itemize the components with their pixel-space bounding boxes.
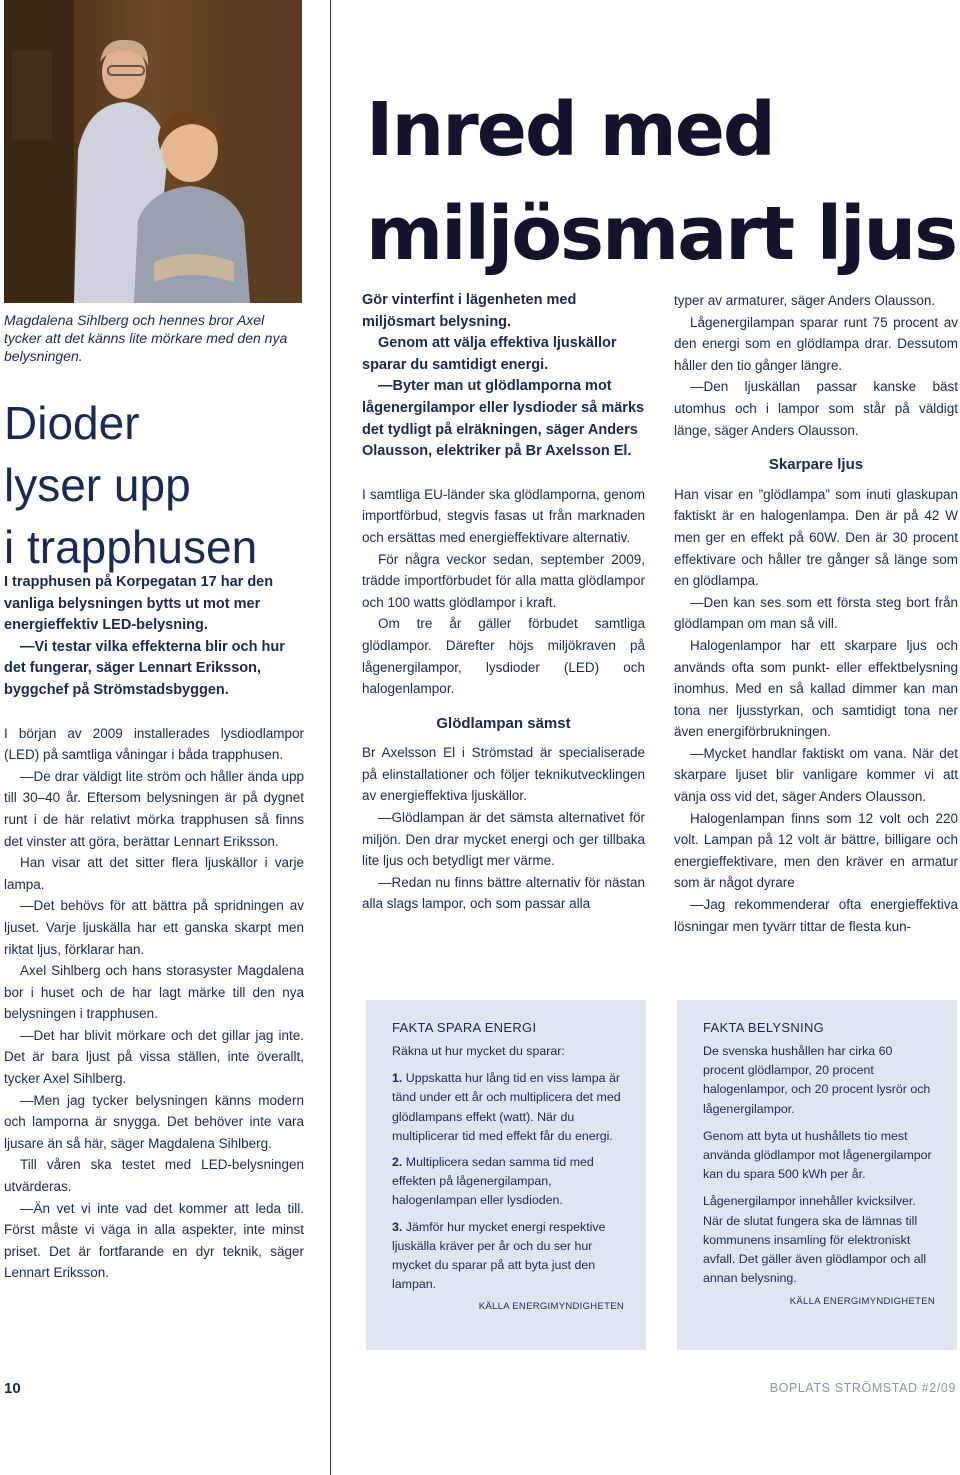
main-headline-line: miljösmart ljus: [366, 191, 957, 277]
lead-paragraph: Gör vinterfint i lägenheten med miljösmart belysning.: [362, 292, 577, 330]
body-paragraph: —Det behövs för att bättra på spridningen av ljuset. Varje ljuskälla har ett ganska skarpt men riktat ljus, förklarar han.: [4, 898, 304, 957]
fact-box-source: KÄLLA ENERGIMYNDIGHETEN: [789, 1296, 935, 1308]
fact-box-title: FAKTA BELYSNING: [703, 1020, 825, 1035]
main-headline: [366, 78, 960, 286]
body-paragraph: Han visar att det sitter flera ljuskällor i varje lampa.: [4, 855, 304, 892]
body-paragraph: Axel Sihlberg och hans storasyster Magdalena bor i huset och de har lagt märke till den nya belysningen i trapphusen.: [4, 963, 304, 1022]
fact-box-steps: [392, 1069, 624, 1294]
body-paragraph: —Jag rekommenderar ofta energieffektiva lösningar men tyvärr tittar de flesta kun-: [674, 897, 958, 934]
fact-box-spara-energi: [366, 1000, 646, 1350]
body-paragraph: Halogenlampor har ett skarpare ljus och används ofta som punkt- eller effektbelysning inomhus. Med en så kallad dimmer kan man tona ner ljusstyrkan, och samtidigt tona ner även energiförbrukningen.: [674, 637, 958, 740]
left-headline: [4, 392, 314, 578]
fact-box-intro: Räkna ut hur mycket du sparar:: [392, 1044, 565, 1058]
body-paragraph: Till våren ska testet med LED-belysningen utvärderas.: [4, 1157, 304, 1195]
lead-paragraph: Genom att välja effektiva ljuskällor sparar du samtidigt energi.: [362, 335, 617, 373]
body-paragraph: —Den ljuskällan passar kanske bäst utomhus och i lampor som står på väldigt länge, säger Anders Olausson.: [674, 379, 958, 438]
step-number: 2.: [392, 1155, 403, 1170]
fact-box-paragraph: Genom att byta ut hushållets tio mest använda glödlampor mot lågenergilampor kan du spara 500 kWh per år.: [703, 1128, 932, 1182]
main-article-column-1: [362, 290, 645, 915]
fact-step: [392, 1153, 624, 1211]
step-text: Multiplicera sedan samma tid med effekten på lågenergilampan, halogenlampan eller lysdioden.: [392, 1155, 594, 1208]
step-text: Jämför hur mycket energi respektive ljuskälla kräver per år och du ser hur mycket du sparar på att byta just den lampan.: [392, 1219, 606, 1292]
subheading: Glödlampan sämst: [436, 714, 571, 732]
fact-box-paragraph: Lågenergilampor innehåller kvicksilver. När de slutat fungera ska de lämnas till kommunens insamling för elektroniskt avfall. Det gäller även glödlampor och all annan belysning.: [703, 1194, 927, 1286]
body-paragraph: Han visar en ”glödlampa” som inuti glaskupan faktiskt är en halogenlampa. Den är på 42 W men ger en effekt på 60W. Den är 30 procent effektivare och håller tre gånger så länge som en glödlampa.: [674, 486, 958, 589]
fact-step: [392, 1069, 624, 1146]
left-headline-line: Dioder: [4, 397, 140, 449]
left-lead: [4, 572, 304, 702]
lead-paragraph: —Vi testar vilka effekterna blir och hur det fungerar, säger Lennart Eriksson, byggchef på Strömstadsbyggen.: [4, 638, 285, 698]
body-paragraph: I samtliga EU-länder ska glödlamporna, genom importförbud, stegvis fasas ut från marknaden och ersättas med energieffektivare alternativ.: [362, 486, 645, 545]
main-headline-line: Inred med: [366, 87, 774, 173]
main-article-column-2: [674, 290, 958, 937]
left-headline-line: i trapphusen: [4, 521, 258, 573]
body-paragraph: —Glödlampan är det sämsta alternativet för miljön. Den drar mycket energi och ger tillbaka lite ljus och betydligt mer värme.: [362, 810, 645, 869]
body-paragraph: Halogenlampan finns som 12 volt och 220 volt. Lampan på 12 volt är bättre, billigare och energieffektivare, men den kräver en armatur som är något dyrare: [674, 810, 958, 891]
step-text: Uppskatta hur lång tid en viss lampa är tänd under ett år och multiplicera det med glödlampans effekt (watt). När du multiplicerar tid med effekt får du energi.: [392, 1071, 621, 1143]
left-headline-line: lyser upp: [4, 459, 191, 511]
column-divider: [330, 0, 331, 1475]
step-number: 1.: [392, 1071, 403, 1086]
fact-box-paragraph: De svenska hushållen har cirka 60 procent glödlampor, 20 procent halogenlampor, och 20 procent lysrör och lågenergilampor.: [703, 1044, 931, 1116]
body-paragraph: typer av armaturer, säger Anders Olausson.: [674, 293, 936, 308]
publication-footer: BOPLATS STRÖMSTAD #2/09: [769, 1381, 956, 1395]
body-paragraph: Om tre år gäller förbudet samtliga glödlampor. Därefter höjs miljökraven på lågenergilampor, lysdioder (LED) och halogenlampor.: [362, 616, 645, 697]
photo-caption: Magdalena Sihlberg och hennes bror Axel tycker att det känns lite mörkare med den nya belysningen.: [4, 312, 288, 364]
body-paragraph: I början av 2009 installerades lysdiodlampor (LED) på samtliga våningar i båda trapphusen.: [4, 725, 304, 763]
body-paragraph: —De drar väldigt lite ström och håller ända upp till 30–40 år. Eftersom belysningen är på dygnet runt i de här relativt mörka trapphusen så finns det vinster att göra, berättar Lennart Eriksson.: [4, 768, 304, 849]
lead-paragraph: —Byter man ut glödlamporna mot lågenergilampor eller lysdioder så märks det tydligt på elräkningen, säger Anders Olausson, elektriker på Br Axelsson El.: [362, 378, 645, 460]
photo-siblings: [4, 0, 302, 303]
body-paragraph: Lågenergilampan sparar runt 75 procent av den energi som en glödlampa drar. Dessutom håller den tio gånger längre.: [674, 314, 958, 373]
fact-box-belysning: [677, 1000, 957, 1350]
fact-step: [392, 1218, 624, 1295]
body-paragraph: —Det har blivit mörkare och det gillar jag inte. Det är bara ljust på vissa ställen, inte överallt, tycker Axel Sihlberg.: [4, 1027, 304, 1087]
body-paragraph: —Än vet vi inte vad det kommer att leda till. Först måste vi väga in alla aspekter, inte minst priset. Det är fortfarande en dyr teknik, säger Lennart Eriksson.: [4, 1200, 304, 1281]
body-paragraph: Br Axelsson El i Strömstad är specialiserade på elinstallationer och följer teknikutvecklingen av energieffektiva ljuskällor.: [362, 745, 645, 804]
body-paragraph: För några veckor sedan, september 2009, trädde importförbudet för alla matta glödlampor och 100 watts glödlampor i kraft.: [362, 551, 645, 610]
body-paragraph: —Men jag tycker belysningen känns modern och lamporna är snygga. Det behöver inte vara ljusare än så här, säger Magdalena Sihlberg.: [4, 1092, 304, 1151]
page-number: 10: [4, 1380, 21, 1397]
step-number: 3.: [392, 1219, 403, 1234]
subheading: Skarpare ljus: [768, 456, 864, 474]
lead-paragraph: I trapphusen på Korpegatan 17 har den vanliga belysningen bytts ut mot mer energieffektiv LED-belysning.: [4, 574, 274, 634]
left-article: [4, 572, 304, 1284]
body-paragraph: —Redan nu finns bättre alternativ för nästan alla slags lampor, och som passar alla: [362, 874, 645, 912]
fact-box-title: FAKTA SPARA ENERGI: [392, 1020, 537, 1035]
main-lead: [362, 290, 645, 463]
body-paragraph: —Den kan ses som ett första steg bort från glödlampan om man så vill.: [674, 594, 958, 632]
fact-box-source: KÄLLA ENERGIMYNDIGHETEN: [478, 1301, 624, 1313]
body-paragraph: —Mycket handlar faktiskt om vana. När det skarpare ljuset blir vanligare kommer vi att vänja oss vid det, säger Anders Olausson.: [674, 745, 958, 805]
